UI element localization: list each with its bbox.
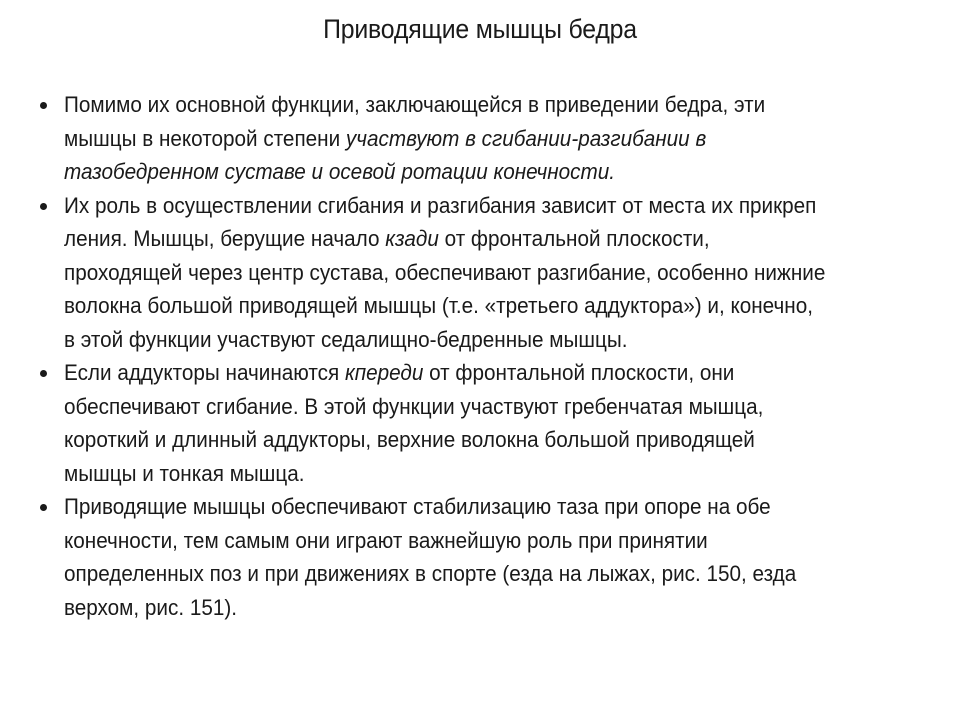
italic-text: кпереди — [344, 360, 424, 385]
bullet-text — [64, 356, 846, 490]
text-line — [64, 88, 846, 122]
bullet-text — [64, 88, 846, 189]
bullet-item — [36, 490, 916, 624]
text-run: ления. Мышцы, берущие начало — [64, 226, 386, 251]
text-run: короткий и длинный аддукторы, верхние волокна большой приводящей — [64, 427, 755, 452]
bullet-text — [64, 189, 846, 357]
text-run: мышцы в некоторой степени — [64, 125, 346, 151]
text-run: обеспечивают сгибание. В этой функции участвуют гребенчатая мышца, — [64, 393, 764, 419]
text-line — [64, 423, 846, 457]
slide-title: Приводящие мышцы бедра — [323, 14, 637, 44]
text-run: Их роль в осуществлении сгибания и разгибания зависит от места их прикреп — [64, 192, 817, 218]
bullet-item — [36, 356, 916, 490]
text-run: Приводящие мышцы обеспечивают стабилизацию таза при опоре на обе — [64, 494, 771, 519]
bullet-dot-icon — [40, 504, 47, 511]
text-line — [64, 222, 846, 256]
text-run: волокна большой приводящей мышцы (т.е. «третьего аддуктора») и, конечно, — [64, 293, 813, 318]
text-run: в этой функции участвуют седалищно-бедренные мышцы. — [64, 326, 628, 352]
text-line — [64, 289, 846, 323]
italic-text: тазобедренном суставе и осевой ротации конечности. — [64, 159, 615, 184]
text-line — [64, 256, 846, 290]
text-line — [64, 524, 846, 558]
text-run: конечности, тем самым они играют важнейшую роль при принятии — [64, 527, 708, 553]
italic-text: участвуют в сгибании-разгибании в — [345, 125, 707, 151]
bullet-dot-icon — [40, 203, 47, 210]
bullet-item — [36, 88, 916, 189]
text-line — [64, 323, 846, 357]
text-line — [64, 356, 846, 390]
text-line — [64, 122, 846, 156]
text-run: Помимо их основной функции, заключающейся в приведении бедра, эти — [64, 92, 766, 117]
italic-text: кзади — [385, 226, 439, 251]
text-line — [64, 457, 846, 491]
text-run: проходящей через центр сустава, обеспечивают разгибание, особенно нижние — [64, 259, 826, 285]
text-line — [64, 557, 846, 591]
bullet-text — [64, 490, 846, 624]
bullet-dot-icon — [40, 370, 47, 377]
text-run: Если аддукторы начинаются — [64, 360, 345, 385]
bullet-dot-icon — [40, 102, 47, 109]
text-run: определенных поз и при движениях в спорте (езда на лыжах, рис. 150, езда — [64, 561, 797, 586]
text-run: верхом, рис. 151). — [64, 594, 238, 620]
text-line — [64, 189, 846, 223]
text-line — [64, 390, 846, 424]
text-run: от фронтальной плоскости, — [438, 226, 710, 251]
bullet-item — [36, 189, 916, 357]
bullet-list — [36, 88, 916, 624]
text-line — [64, 591, 846, 625]
text-run: от фронтальной плоскости, они — [423, 360, 735, 385]
text-line — [64, 490, 846, 524]
text-run: мышцы и тонкая мышца. — [64, 460, 305, 486]
text-line — [64, 155, 846, 189]
